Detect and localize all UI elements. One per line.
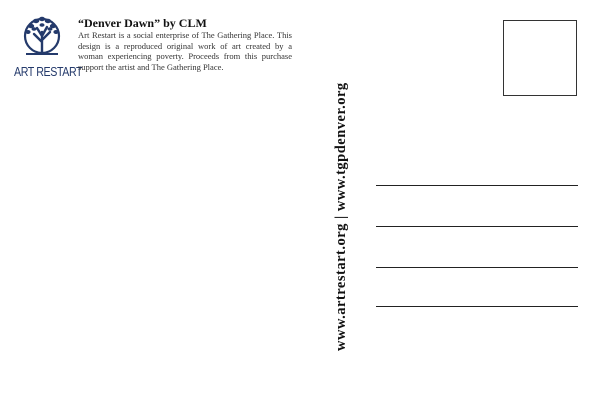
address-line bbox=[376, 185, 578, 186]
stamp-box bbox=[503, 20, 577, 96]
website-urls: www.artrestart.org | www.tgpdenver.org bbox=[333, 82, 349, 351]
artwork-title: “Denver Dawn” by CLM bbox=[78, 16, 207, 30]
tree-logo-icon bbox=[22, 14, 62, 58]
logo-wordmark: ART RESTART bbox=[14, 64, 83, 79]
description-text: Art Restart is a social enterprise of The Gathering Place. This design is a reproduced original work of art created by a woman experiencing poverty. Proceeds from this purchase support the artist and The Gathering Place. bbox=[78, 30, 292, 72]
art-restart-logo bbox=[14, 14, 83, 80]
address-line bbox=[376, 226, 578, 227]
address-line bbox=[376, 306, 578, 307]
address-line bbox=[376, 267, 578, 268]
